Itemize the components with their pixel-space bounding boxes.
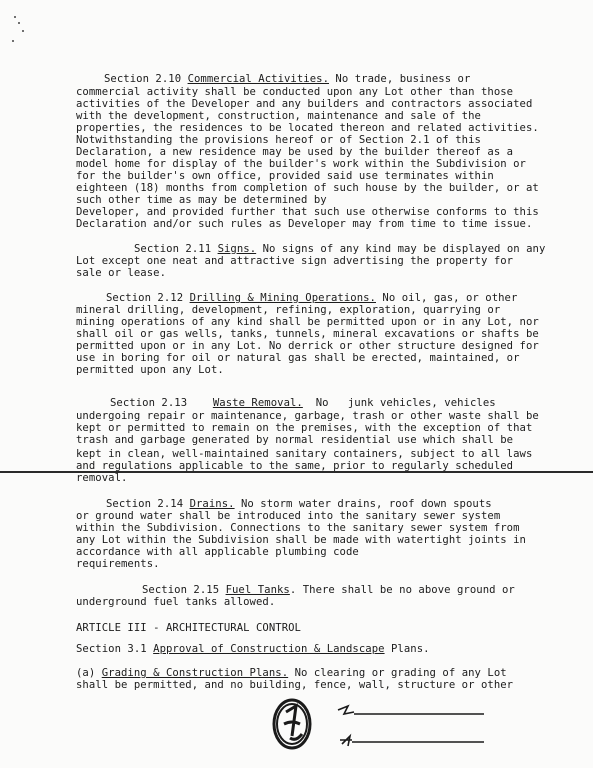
section-2-11-line-0: No signs of any kind may be displayed on any	[256, 243, 546, 255]
section-2-10-line-8: for the builder's own office, provided said use terminates within	[76, 170, 494, 182]
section-2-13-line-0: No junk vehicles, vehicles	[302, 397, 496, 409]
signature-line-1	[334, 700, 484, 722]
section-2-14-prefix: Section 2.14	[106, 498, 190, 510]
section-2-10-line-9: eighteen (18) months from completion of such house by the builder, or at	[76, 182, 539, 194]
scan-speck	[12, 40, 14, 42]
section-2-12-heading-line	[106, 292, 517, 304]
section-2-13-line-3: trash and garbage generated by normal residential use which shall be	[76, 434, 514, 446]
section-2-11-heading-line	[134, 243, 545, 255]
section-2-12-title: Drilling & Mining Operations.	[189, 292, 376, 304]
section-2-10-line-12: Declaration and/or such rules as Developer may from time to time issue.	[76, 218, 533, 230]
section-2-10-line-5: Notwithstanding the provisions hereof or of Section 2.1 of this	[76, 134, 481, 146]
section-3-1a-line-0: No clearing or grading of any Lot	[288, 667, 507, 679]
scan-speck	[14, 16, 16, 18]
section-2-13-heading-line	[110, 397, 496, 409]
section-2-11-title: Signs.	[217, 243, 257, 255]
section-2-12-line-2: mining operations of any kind shall be permitted upon or in any Lot, nor	[76, 316, 539, 328]
section-2-10-line-1: commercial activity shall be conducted upon any Lot other than those	[76, 86, 514, 98]
scan-speck	[18, 22, 20, 24]
section-2-11-prefix: Section 2.11	[134, 243, 218, 255]
section-2-12-prefix: Section 2.12	[106, 292, 190, 304]
section-2-15-line-0: . There shall be no above ground or	[289, 584, 515, 596]
section-2-10-line-4: properties, the residences to be located thereon and related activities.	[76, 122, 539, 134]
section-3-1a-title: Grading & Construction Plans.	[101, 667, 289, 679]
section-3-1a-line-1: shall be permitted, and no building, fence, wall, structure or other	[76, 679, 514, 691]
section-2-14-line-0: No storm water drains, roof down spouts	[234, 498, 492, 510]
section-2-12-line-5: use in boring for oil or natural gas shall be erected, maintained, or	[76, 352, 520, 364]
section-2-13-line-2: kept or permitted to remain on the premises, with the exception of that	[76, 422, 533, 434]
section-2-12-line-4: permitted upon or in any Lot. No derrick or other structure designed for	[76, 340, 539, 352]
section-2-14-line-3: any Lot within the Subdivision shall be made with watertight joints in	[76, 534, 526, 546]
section-2-13-line-6: removal.	[76, 472, 128, 484]
section-2-10-line-7: model home for display of the builder's work within the Subdivision or	[76, 158, 526, 170]
section-2-14-heading-line	[106, 498, 492, 510]
section-2-14-line-5: requirements.	[76, 558, 160, 570]
section-2-15-title: Fuel Tanks	[225, 584, 290, 596]
section-2-10-line-0: No trade, business or	[329, 73, 471, 85]
section-2-14-line-2: within the Subdivision. Connections to the sanitary sewer system from	[76, 522, 520, 534]
section-2-14-title: Drains.	[189, 498, 235, 510]
section-2-15-line-1: underground fuel tanks allowed.	[76, 596, 276, 608]
section-2-11-line-1: Lot except one neat and attractive sign advertising the property for	[76, 255, 514, 267]
section-2-13-line-4: kept in clean, well-maintained sanitary containers, subject to all laws	[76, 448, 533, 460]
section-2-14-line-4: accordance with all applicable plumbing code	[76, 546, 359, 558]
section-2-13-prefix: Section 2.13	[110, 397, 213, 409]
section-2-10-line-3: with the development, construction, maintenance and sale of the	[76, 110, 481, 122]
section-2-13-line-1: undergoing repair or maintenance, garbage, trash or other waste shall be	[76, 410, 539, 422]
section-2-15-prefix: Section 2.15	[142, 584, 226, 596]
section-2-12-line-0: No oil, gas, or other	[376, 292, 518, 304]
section-2-15-heading-line	[142, 584, 515, 596]
section-2-10-line-2: activities of the Developer and any builders and contractors associated	[76, 98, 533, 110]
section-2-12-line-3: shall oil or gas wells, tanks, tunnels, mineral excavations or shafts be	[76, 328, 539, 340]
section-2-12-line-6: permitted upon any Lot.	[76, 364, 224, 376]
section-3-1-prefix: Section 3.1	[76, 643, 154, 655]
section-2-11-line-2: sale or lease.	[76, 267, 166, 279]
section-3-1a-heading-line	[76, 667, 507, 679]
section-2-13-title: Waste Removal.	[212, 397, 303, 409]
section-2-10-line-6: Declaration, a new residence may be used by the builder thereof as a	[76, 146, 514, 158]
section-3-1-heading-line	[76, 643, 430, 655]
section-2-10-line-10: such other time as may be determined by	[76, 194, 327, 206]
section-2-10-line-11: Developer, and provided further that such use otherwise conforms to this	[76, 206, 539, 218]
section-2-14-line-1: or ground water shall be introduced into the sanitary sewer system	[76, 510, 501, 522]
signature-line-2	[334, 728, 484, 750]
scan-speck	[22, 30, 24, 32]
handwritten-initials-mark	[262, 694, 322, 754]
section-3-1-suffix: Plans.	[384, 643, 430, 655]
article-3-title: ARTICLE III - ARCHITECTURAL CONTROL	[76, 622, 301, 634]
section-2-10-heading-line	[104, 73, 470, 85]
section-2-13-line-5: and regulations applicable to the same, prior to regularly scheduled	[76, 460, 514, 472]
section-3-1-title: Approval of Construction & Landscape	[153, 643, 385, 655]
section-2-12-line-1: mineral drilling, development, refining, exploration, quarrying or	[76, 304, 501, 316]
section-2-10-prefix: Section 2.10	[104, 73, 188, 85]
section-2-10-title: Commercial Activities.	[187, 73, 329, 85]
section-3-1a-prefix: (a)	[76, 667, 102, 679]
